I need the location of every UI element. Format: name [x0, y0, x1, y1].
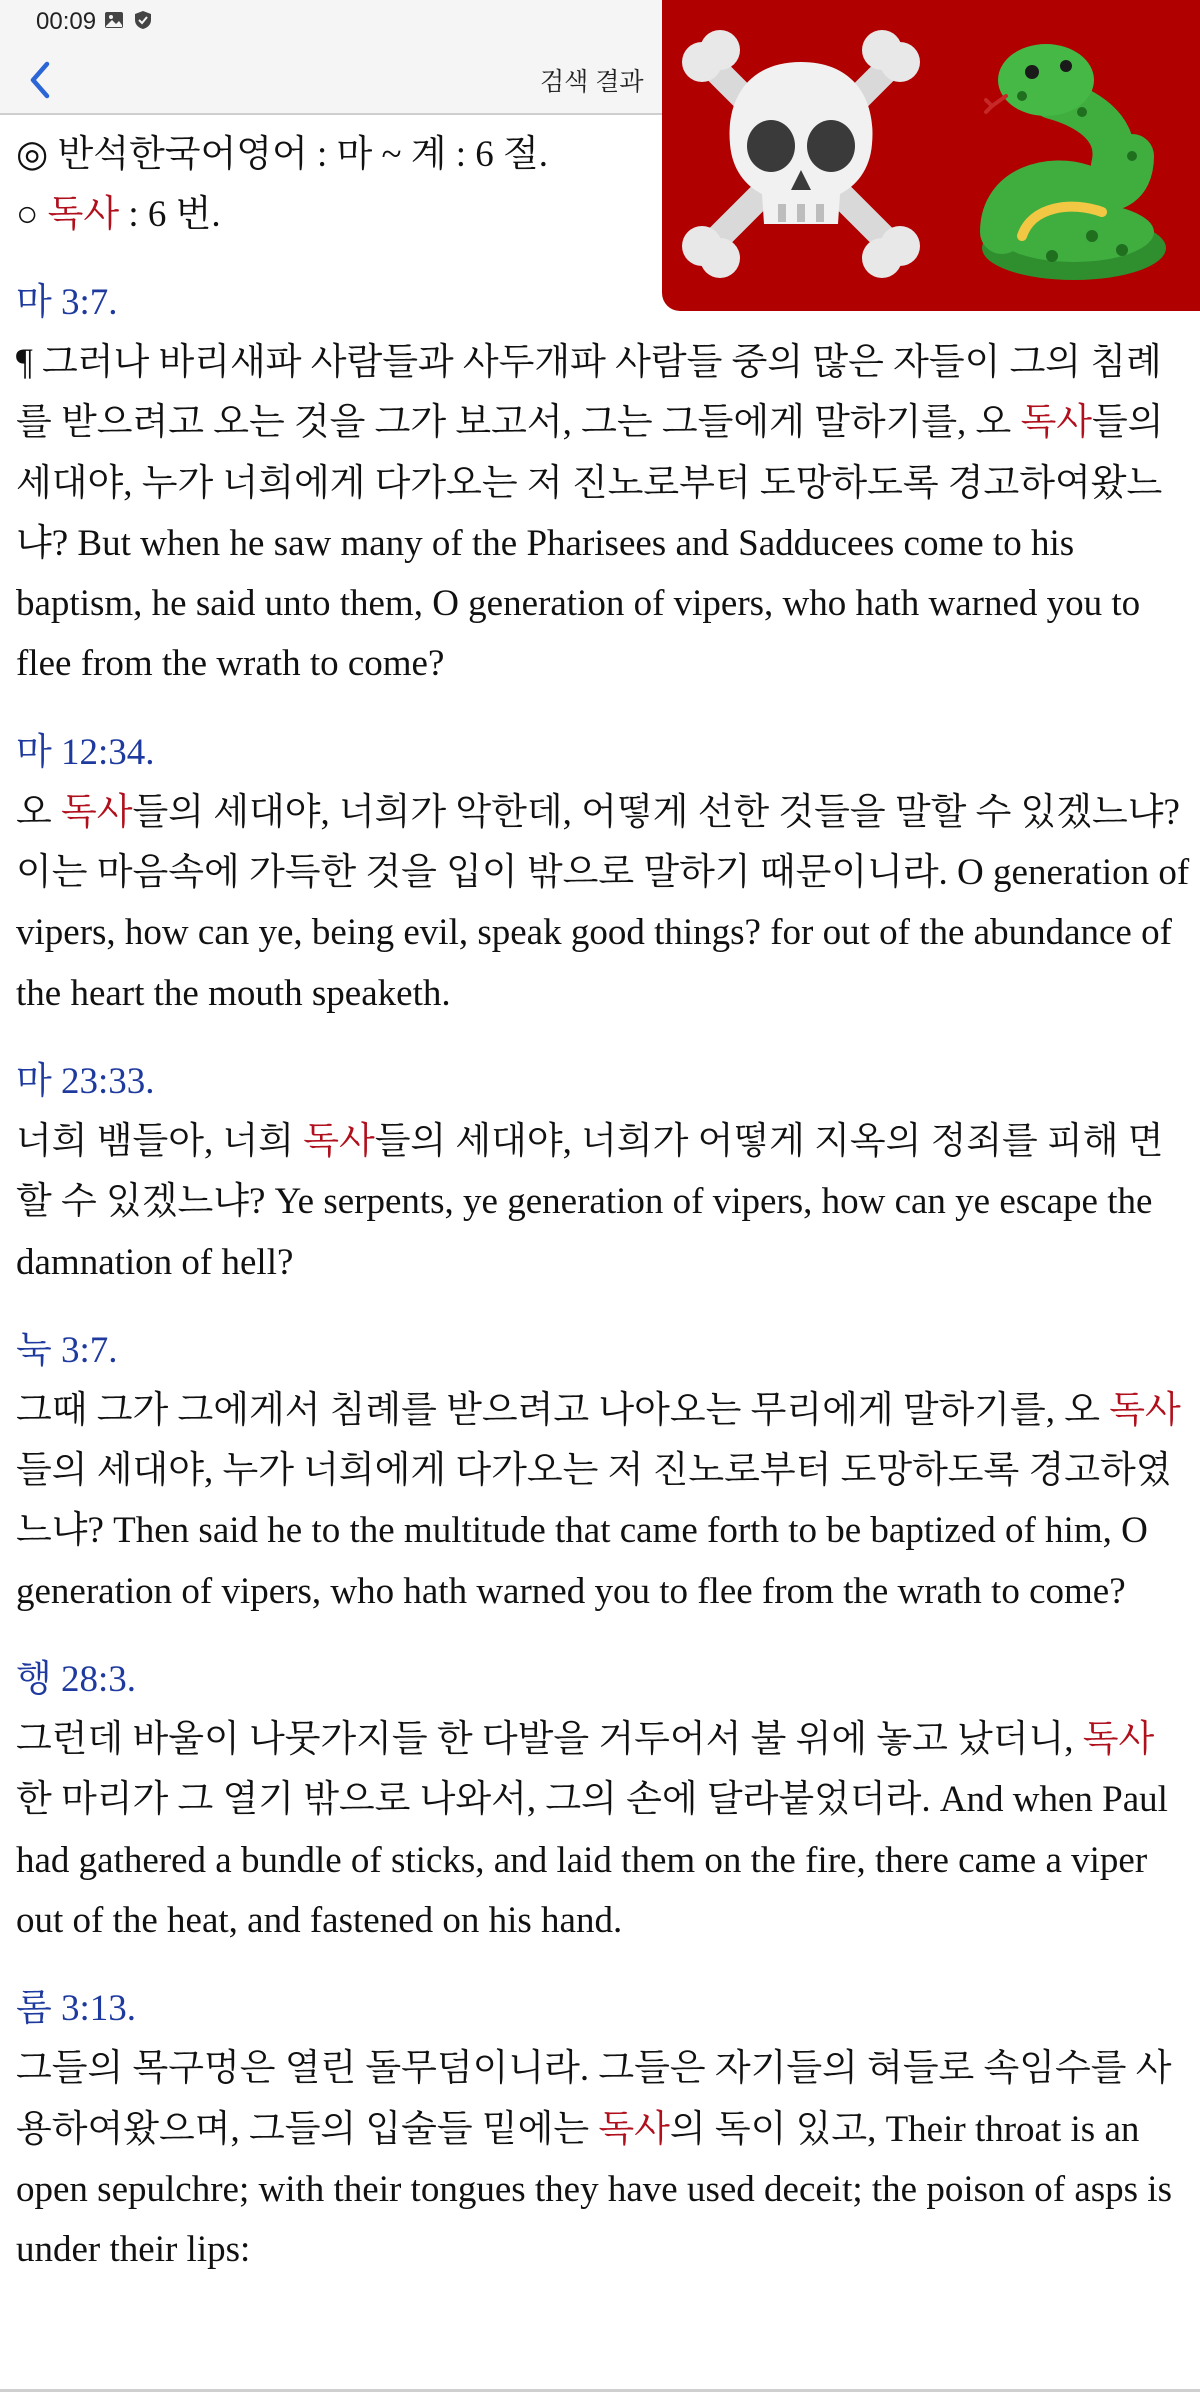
- back-button[interactable]: [14, 54, 66, 106]
- verse-text: [16, 1112, 1196, 1293]
- summary-prefix: ○: [16, 194, 48, 235]
- verse-text-pre: 그때 그가 그에게서 침례를 받으려고 나아오는 무리에게 말하기를, 오: [16, 1389, 1110, 1431]
- verse-text-post: 들의 세대야, 너희가 악한데, 어떻게 선한 것들을 말할 수 있겠느냐? 이는 마음속에 가득한 것을 입이 밖으로 말하기 때문이니라. O generation of vipers, how can ye, being evil, speak good things? for out of the abundance of the heart the mouth speaketh.: [16, 791, 1190, 1014]
- verse-highlight: 독사: [598, 2108, 670, 2150]
- summary-scope: ◎ 반석한국어영어 : 마 ~ 계 : 6 절.: [16, 134, 549, 175]
- verse-result[interactable]: [16, 1650, 1196, 1951]
- status-time: 00:09: [36, 8, 97, 35]
- snake-icon: [962, 36, 1182, 286]
- verse-highlight: 독사: [1109, 1389, 1181, 1431]
- skull-and-crossbones-icon: [676, 28, 926, 278]
- verse-reference[interactable]: 마 23:33.: [16, 1060, 155, 1102]
- verse-highlight: 독사: [303, 1120, 375, 1162]
- verse-highlight: 독사: [61, 791, 133, 833]
- verse-reference[interactable]: 행 28:3.: [16, 1659, 137, 1701]
- summary-suffix: : 6 번.: [119, 194, 221, 235]
- search-term: 독사: [47, 194, 120, 235]
- emoji-overlay: [662, 0, 1200, 311]
- verse-text-post: 한 마리가 그 열기 밖으로 나와서, 그의 손에 달라붙었더라. And when Paul had gathered a bundle of sticks, and laid them on the fire, there came a viper out of the heat, and fastened on his hand.: [16, 1779, 1168, 1941]
- verse-reference[interactable]: 마 3:7.: [16, 282, 118, 323]
- verse-highlight: 독사: [1082, 1719, 1155, 1761]
- verse-text-post: 들의 세대야, 너희가 어떻게 지옥의 정죄를 피해 면할 수 있겠느냐? Ye serpents, ye generation of vipers, how can ye escape the damnation of hell?: [16, 1120, 1164, 1283]
- verse-result[interactable]: [16, 1321, 1196, 1622]
- shield-check-icon: [132, 9, 154, 31]
- verse-text-post: 들의 세대야, 누가 너희에게 다가오는 저 진노로부터 도망하도록 경고하여왔느냐? But when he saw many of the Pharisees and Sadducees come to his baptism, he said unto them, O generation of vipers, who hath warned you to flee from the wrath to come?: [16, 402, 1164, 685]
- verse-text-pre: 그런데 바울이 나뭇가지들 한 다발을 거두어서 불 위에 놓고 났더니,: [16, 1719, 1083, 1761]
- verse-text: [16, 783, 1196, 1024]
- verse-reference[interactable]: 마 12:34.: [16, 731, 155, 773]
- verse-text-pre: 오: [16, 791, 61, 833]
- chevron-left-icon: [25, 60, 55, 100]
- verse-text: [16, 1710, 1196, 1951]
- verse-highlight: 독사: [1020, 402, 1093, 444]
- search-results: [16, 115, 1196, 2308]
- verse-result[interactable]: [16, 1979, 1196, 2280]
- verse-text-post: 들의 세대야, 누가 너희에게 다가오는 저 진노로부터 도망하도록 경고하였느냐? Then said he to the multitude that came forth to be baptized of him, O generation of vipers, who hath warned you to flee from the wrath to come?: [16, 1450, 1172, 1612]
- page-title: 검색 결과: [540, 68, 644, 96]
- verse-result[interactable]: [16, 1052, 1196, 1293]
- verse-reference[interactable]: 롬 3:13.: [16, 1988, 137, 2030]
- verse-result[interactable]: [16, 723, 1196, 1024]
- verse-result[interactable]: [16, 273, 1196, 695]
- verse-text-pre: 너희 뱀들아, 너희: [16, 1120, 304, 1162]
- verse-text: [16, 2039, 1196, 2280]
- verse-text-pre: 그들의 목구멍은 열린 돌무덤이니라. 그들은 자기들의 혀들로 속임수를 사용하여왔으며, 그들의 입술들 밑에는: [16, 2048, 1172, 2150]
- verse-text: [16, 1381, 1196, 1622]
- verse-reference[interactable]: 눅 3:7.: [16, 1329, 118, 1371]
- image-icon: [103, 9, 125, 31]
- verse-text-post: 의 독이 있고, Their throat is an open sepulchre; with their tongues they have used deceit; the poison of asps is under their lips:: [16, 2108, 1172, 2271]
- verse-text-pre: ¶ 그러나 바리새파 사람들과 사두개파 사람들 중의 많은 자들이 그의 침례를 받으려고 오는 것을 그가 보고서, 그는 그들에게 말하기를, 오: [16, 342, 1162, 444]
- verse-text: [16, 333, 1196, 695]
